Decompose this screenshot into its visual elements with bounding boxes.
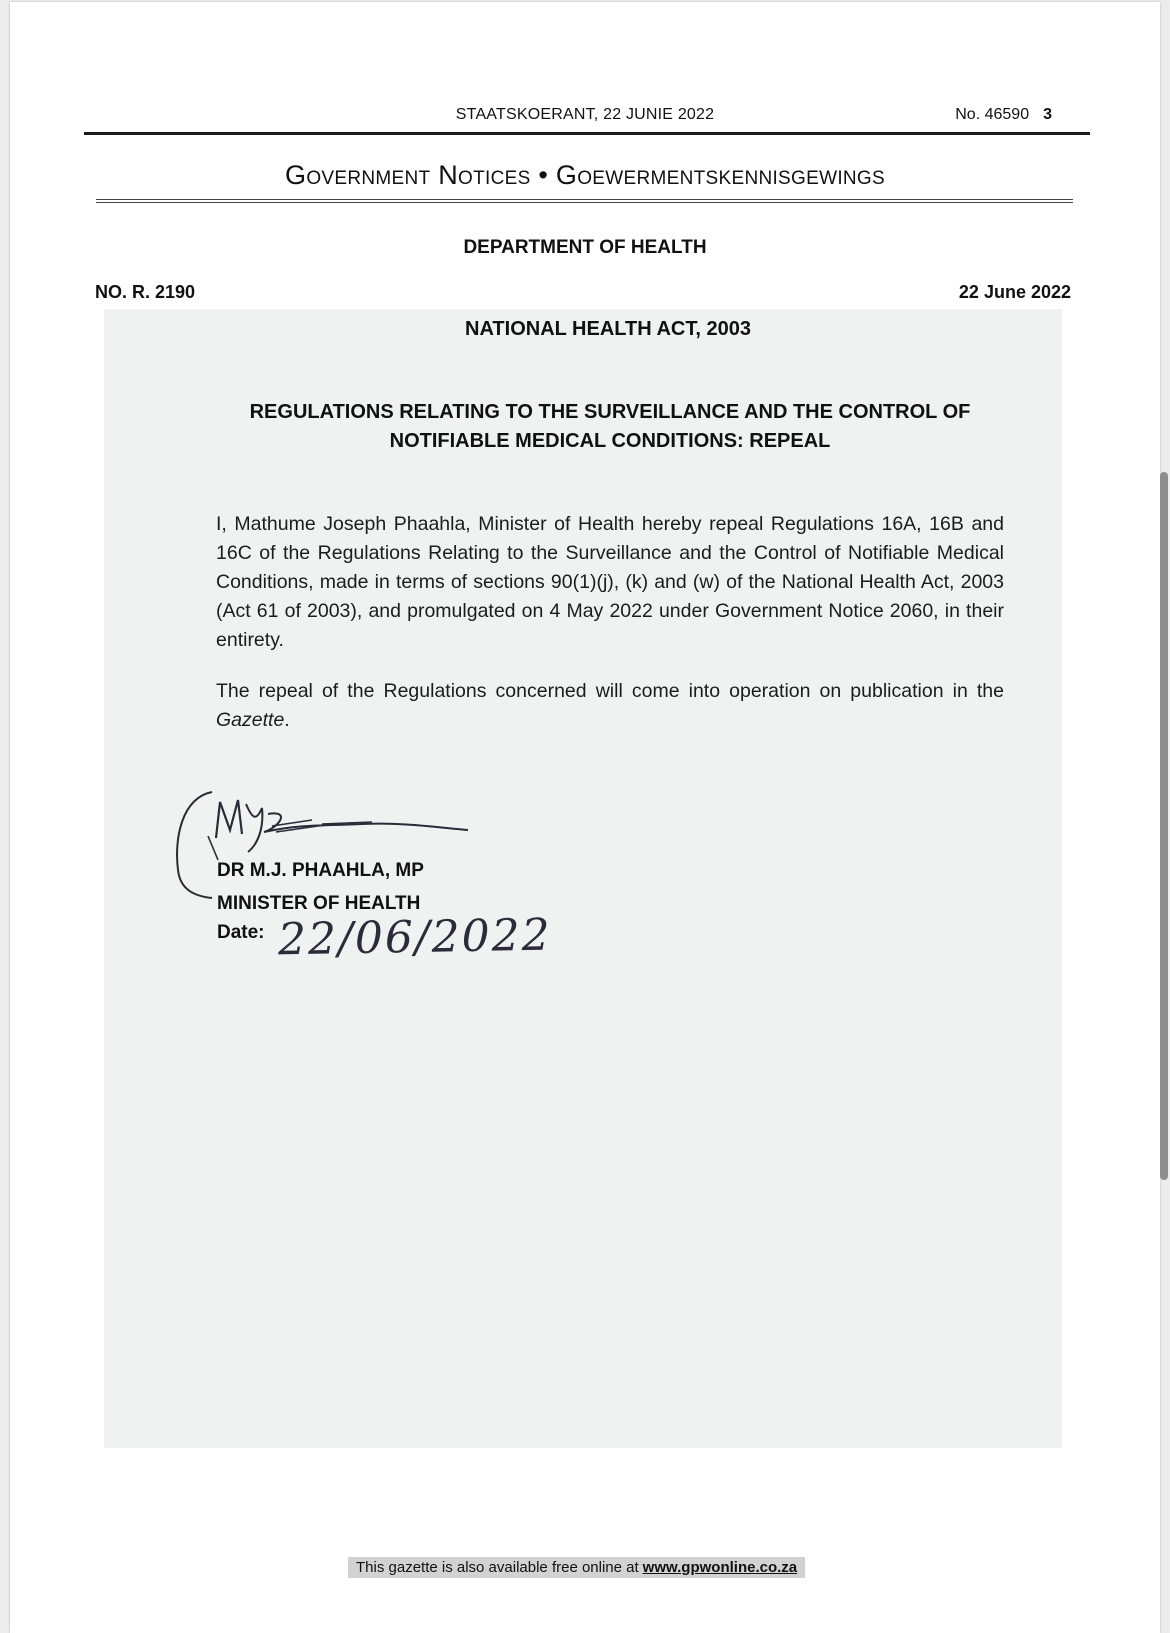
notice-date: 22 June 2022 [958, 282, 1071, 302]
handwritten-date: 22/06/2022 [277, 909, 553, 966]
repeal-paragraph: I, Mathume Joseph Phaahla, Minister of Health hereby repeal Regulations 16A, 16B and 16C of the Regulations Relating to the Surveillance and the Control of Notifiable Medical Conditions, made in terms of sections 90(1)(j), (k) and (w) of the National Health Act, 2003 (Act 61 of 2003), and promulgated on 4 May 2022 under Government Notice 2060, in their entirety. [216, 513, 1004, 651]
date-label: Date: [217, 922, 265, 943]
operation-end: . [284, 709, 290, 731]
header-rule [84, 132, 1090, 135]
operation-text: The repeal of the Regulations concerned will come into operation on publication in the [216, 680, 1004, 702]
section-rule [96, 199, 1073, 203]
notice-number: NO. R. 2190 [95, 282, 196, 302]
signatory-name: DR M.J. PHAAHLA, MP [217, 860, 424, 881]
footer-note [348, 1557, 805, 1578]
footer-text: This gazette is also available free online at [356, 1559, 639, 1576]
scrollbar[interactable] [1160, 472, 1168, 1180]
gazette-number: No. 46590 [955, 106, 1030, 123]
gazette-italic: Gazette [216, 709, 285, 731]
signatory-title: MINISTER OF HEALTH [217, 893, 421, 914]
gazette-title: STAATSKOERANT, 22 JUNIE 2022 [455, 106, 715, 123]
department-heading: DEPARTMENT OF HEALTH [463, 237, 707, 258]
footer-link[interactable]: www.gpwonline.co.za [642, 1559, 798, 1576]
gazette-number-block [955, 106, 1052, 124]
act-title: NATIONAL HEALTH ACT, 2003 [465, 318, 751, 340]
regulation-title: REGULATIONS RELATING TO THE SURVEILLANCE AND THE CONTROL OF NOTIFIABLE MEDICAL CONDITIONS: REPEAL [249, 401, 971, 452]
signatory-block [217, 854, 424, 920]
operation-paragraph [216, 677, 1004, 735]
page-number: 3 [1043, 106, 1052, 123]
section-title: Government Notices • Goewermentskennisgewings [285, 160, 885, 190]
